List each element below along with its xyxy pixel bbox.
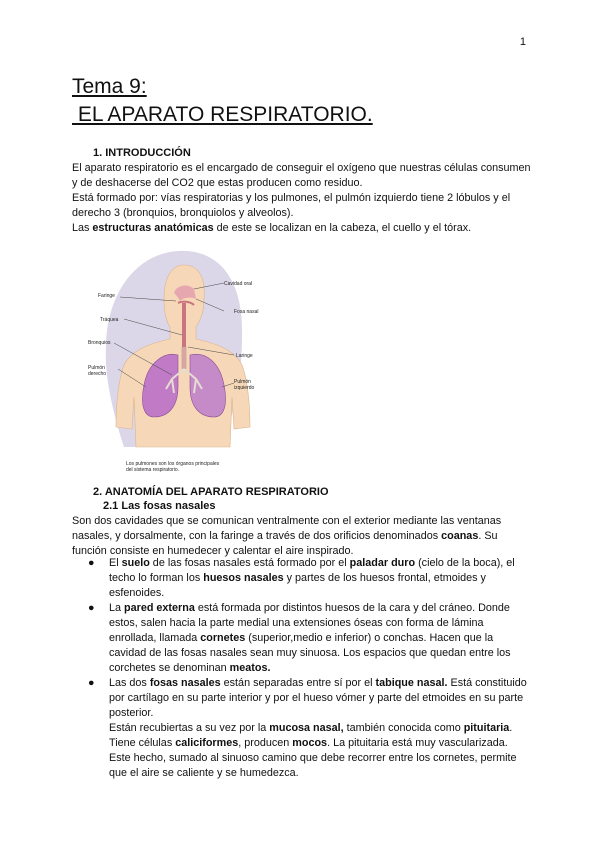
title-topic: Tema 9: (72, 75, 147, 98)
label-fosa-nasal: Fosa nasal (234, 309, 259, 315)
bullet-dot: ● (88, 557, 95, 569)
figure-caption-1: Los pulmones son los órganos principales (126, 461, 220, 467)
intro-text (72, 161, 532, 236)
label-laringe: Laringe (236, 353, 253, 359)
fosas-intro: Son dos cavidades que se comunican ventralmente con el exterior mediante las ventanas nasales, y dorsalmente, con la faringe a través de dos orificios denominados coanas. Su función consiste en humedecer y calentar el aire inspirado. (72, 515, 502, 557)
page-number: 1 (519, 36, 526, 48)
section-1-heading: 1. INTRODUCCIÓN (93, 147, 191, 159)
figure-caption-2: del sistema respiratorio. (126, 467, 180, 473)
subsection-2-1-heading: 2.1 Las fosas nasales (103, 500, 216, 512)
intro-p1: El aparato respiratorio es el encargado de conseguir el oxígeno que nuestras células consumen y de deshacerse del CO2 que estas producen como residuo. (72, 162, 531, 189)
label-cavidad-oral: Cavidad oral (224, 281, 253, 287)
label-pulmon-izquierdo-1: Pulmón (234, 379, 251, 385)
label-pulmon-derecho-2: derecho (88, 371, 107, 377)
section-2-heading: 2. ANATOMÍA DEL APARATO RESPIRATORIO (93, 486, 329, 498)
label-bronquios: Bronquios (88, 340, 111, 346)
bullet-dot: ● (88, 602, 95, 614)
intro-p3: Las estructuras anatómicas de este se localizan en la cabeza, el cuello y el tórax. (72, 222, 472, 234)
label-pulmon-izquierdo-2: izquierdo (234, 385, 255, 391)
respiratory-system-figure (84, 247, 280, 475)
bullet-item-tabique: ● Las dos fosas nasales están separadas entre sí por el tabique nasal. Está constituido por cartílago en su parte interior y por el hueso vómer y parte del etmoides en su parte posterior. Están recubiertas a su vez por la mucosa nasal, también conocida como pituitaria. Tiene células caliciformes, producen mocos. La pituitaria está muy vascularizada. Este hecho, sumado al sinuoso camino que debe recorrer entre los cornetes, permite que el aire se caliente y se humedezca. (88, 677, 527, 779)
bullet-dot: ● (88, 677, 95, 689)
label-faringe: Faringe (98, 293, 115, 299)
label-traquea: Tráquea (100, 317, 119, 323)
bullet-item-suelo: ● El suelo de las fosas nasales está formado por el paladar duro (cielo de la boca), el techo lo forman los huesos nasales y partes de los huesos frontal, etmoides y esfenoides. (88, 557, 515, 599)
intro-p2: Está formado por: vías respiratorias y los pulmones, el pulmón izquierdo tiene 2 lóbulos y el derecho 3 (bronquios, bronquiolos y alveolos). (72, 192, 511, 219)
bullet-list (72, 556, 532, 781)
respiratory-diagram (84, 247, 280, 475)
label-pulmon-derecho-1: Pulmón (88, 365, 105, 371)
bullet-item-pared-externa: ● La pared externa está formada por distintos huesos de la cara y del cráneo. Donde estos, salen hacia la parte medial una extensiones óseas con forma de lámina enrollada, llamada cornetes (superior,medio e inferior) o conchas. Hacen que la cavidad de las fosas nasales sean muy sinuosa. Los espacios que quedan entre los corchetes se denominan meatos. (88, 602, 511, 674)
title-main: EL APARATO RESPIRATORIO. (72, 103, 373, 126)
